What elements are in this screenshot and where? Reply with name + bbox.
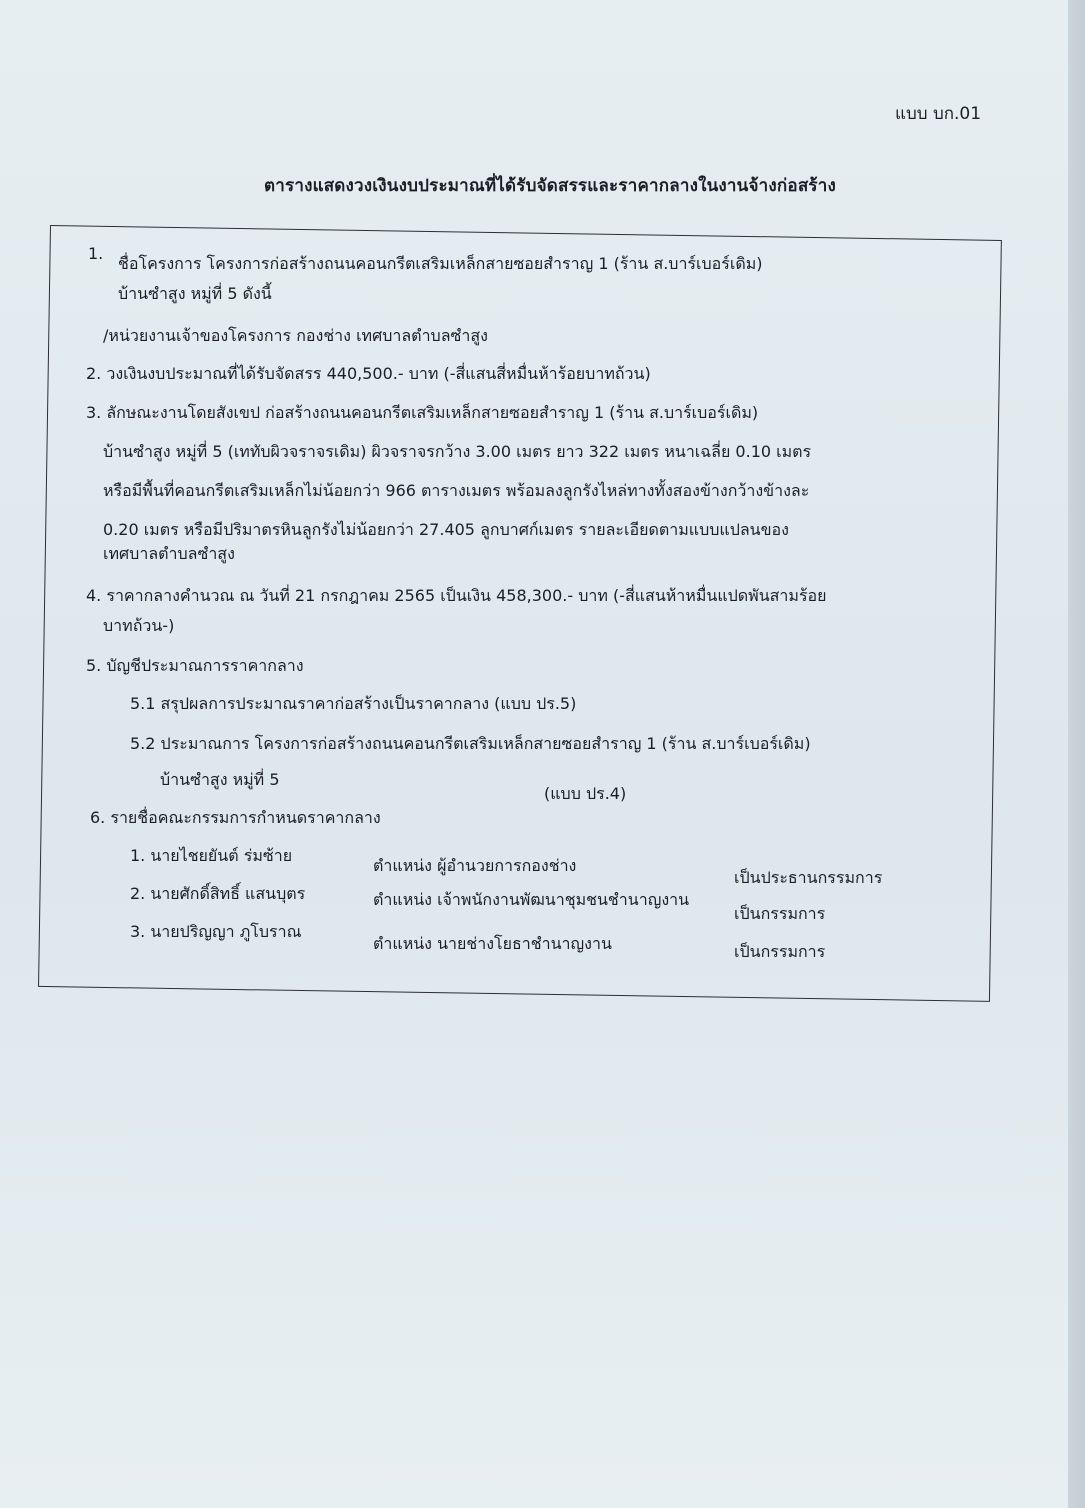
committee-3-role: เป็นกรรมการ <box>734 942 826 961</box>
committee-3-position: ตำแหน่ง นายช่างโยธาชำนาญงาน <box>373 934 612 953</box>
item-4-line-2: บาทถ้วน-) <box>103 616 175 635</box>
item-5-sub-1: 5.1 สรุปผลการประมาณราคาก่อสร้างเป็นราคากลาง (แบบ ปร.5) <box>130 694 577 713</box>
item-5-line-1: 5. บัญชีประมาณการราคากลาง <box>86 656 304 675</box>
item-6-line-1: 6. รายชื่อคณะกรรมการกำหนดราคากลาง <box>90 808 381 827</box>
committee-2-role: เป็นกรรมการ <box>734 904 826 923</box>
item-3-line-3: หรือมีพื้นที่คอนกรีตเสริมเหล็กไม่น้อยกว่า 966 ตารางเมตร พร้อมลงลูกรังไหล่ทางทั้งสองข้างกว้างข้างละ <box>103 481 810 500</box>
item-1-number: 1. <box>88 244 104 263</box>
item-5-sub-2-line-2: บ้านซำสูง หมู่ที่ 5 <box>160 770 280 789</box>
committee-2-name: 2. นายศักดิ์สิทธิ์ แสนบุตร <box>130 884 306 903</box>
committee-2-position: ตำแหน่ง เจ้าพนักงานพัฒนาชุมชนชำนาญงาน <box>373 890 690 909</box>
item-3-line-5: เทศบาลตำบลซำสูง <box>103 544 235 563</box>
committee-1-name: 1. นายไชยยันต์ ร่มซ้าย <box>130 846 293 865</box>
item-3-line-4: 0.20 เมตร หรือมีปริมาตรหินลูกรังไม่น้อยกว่า 27.405 ลูกบาศก์เมตร รายละเอียดตามแบบแปลนของ <box>103 520 789 539</box>
item-1-line-1: ชื่อโครงการ โครงการก่อสร้างถนนคอนกรีตเสริมเหล็กสายซอยสำราญ 1 (ร้าน ส.บาร์เบอร์เดิม) <box>118 254 763 273</box>
item-2-line-1: 2. วงเงินงบประมาณที่ได้รับจัดสรร 440,500.- บาท (-สี่แสนสี่หมื่นห้าร้อยบาทถ้วน) <box>86 364 651 383</box>
item-4-line-1: 4. ราคากลางคำนวณ ณ วันที่ 21 กรกฎาคม 2565 เป็นเงิน 458,300.- บาท (-สี่แสนห้าหมื่นแปดพันสามร้อย <box>86 586 827 605</box>
document-title: ตารางแสดงวงเงินงบประมาณที่ได้รับจัดสรรและราคากลางในงานจ้างก่อสร้าง <box>264 176 836 196</box>
item-3-line-1: 3. ลักษณะงานโดยสังเขป ก่อสร้างถนนคอนกรีตเสริมเหล็กสายซอยสำราญ 1 (ร้าน ส.บาร์เบอร์เดิม) <box>86 403 759 422</box>
item-5-sub-2: 5.2 ประมาณการ โครงการก่อสร้างถนนคอนกรีตเสริมเหล็กสายซอยสำราญ 1 (ร้าน ส.บาร์เบอร์เดิม) <box>130 734 811 753</box>
committee-1-role: เป็นประธานกรรมการ <box>734 868 883 887</box>
item-1-line-2: บ้านซำสูง หมู่ที่ 5 ดังนี้ <box>118 284 272 303</box>
item-3-line-2: บ้านซำสูง หมู่ที่ 5 (เททับผิวจราจรเดิม) ผิวจราจรกว้าง 3.00 เมตร ยาว 322 เมตร หนาเฉลี่ย 0.10 เมตร <box>103 442 812 461</box>
item-1-line-3: /หน่วยงานเจ้าของโครงการ กองช่าง เทศบาลตำบลซำสูง <box>103 326 488 345</box>
committee-1-position: ตำแหน่ง ผู้อำนวยการกองช่าง <box>373 856 577 875</box>
committee-3-name: 3. นายปริญญา ภูโบราณ <box>130 922 302 941</box>
form-code: แบบ บก.01 <box>895 104 982 124</box>
item-5-sub-2-form: (แบบ ปร.4) <box>544 784 627 803</box>
